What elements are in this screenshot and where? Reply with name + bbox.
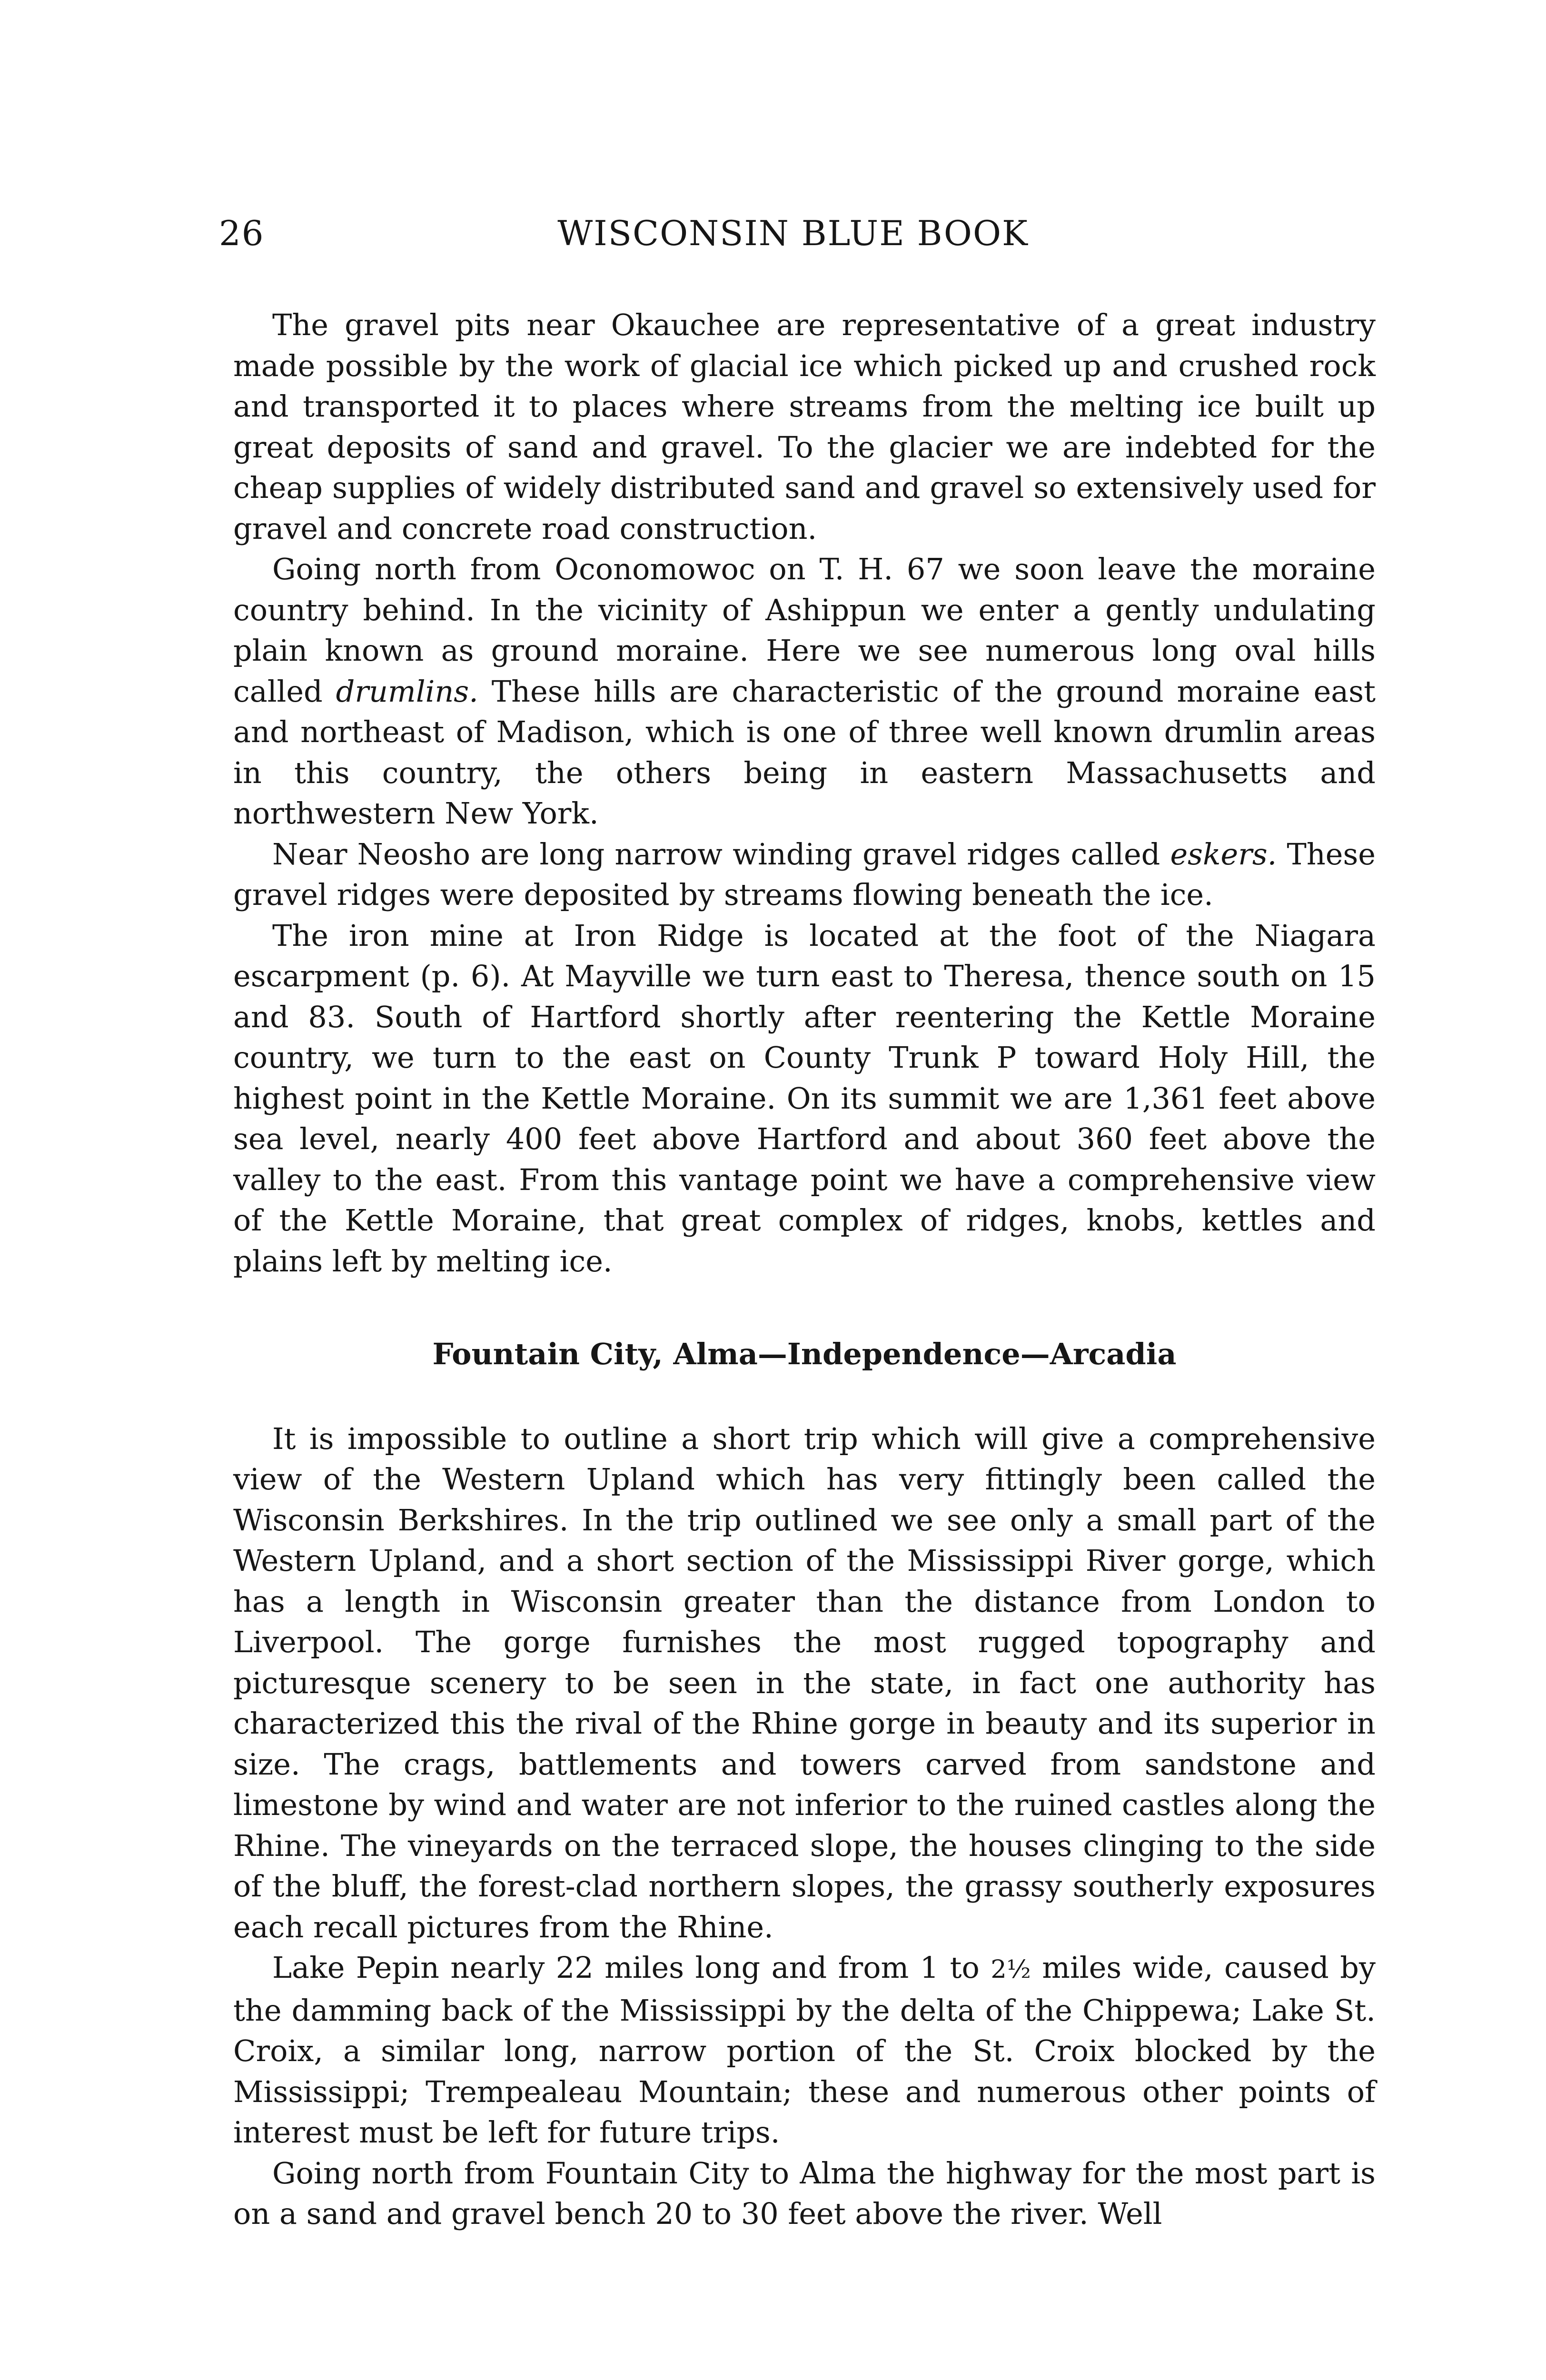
paragraph-eskers bbox=[233, 834, 1376, 915]
drumlins-text-after: These hills are characteristic of the ground moraine east and northeast of Madison, which is one of three well known drumlin areas in this country, the others being in eastern Massachusetts and northwestern New York. bbox=[233, 674, 1376, 831]
eskers-term: eskers. bbox=[1170, 836, 1277, 872]
eskers-text-after: These gravel ridges were deposited by streams flowing beneath the ice. bbox=[233, 836, 1376, 912]
paragraph-western-upland: It is impossible to outline a short trip which will give a comprehensive view of the Western Upland which has very fittingly been called the Wisconsin Berkshires. In the trip outlined we see only a small part of the Western Upland, and a short section of the Mississippi River gorge, which has a length in Wisconsin greater than the distance from London to Liverpool. The gorge furnishes the most rugged topography and picturesque scenery to be seen in the state, in fact one authority has characterized this the rival of the Rhine gorge in beauty and its superior in size. The crags, battlements and towers carved from sandstone and limestone by wind and water are not inferior to the ruined castles along the Rhine. The vineyards on the terraced slope, the houses clinging to the side of the bluff, the forest-clad northern slopes, the grassy southerly exposures each recall pictures from the Rhine. bbox=[233, 1421, 1376, 1944]
lake-pepin-text-before: Lake Pepin nearly 22 miles long and from 1 to bbox=[272, 1950, 991, 1985]
drumlins-term: drumlins. bbox=[336, 674, 478, 709]
page-number: 26 bbox=[219, 213, 265, 253]
book-title: WISCONSIN BLUE BOOK bbox=[557, 213, 1029, 253]
lake-pepin-text-after: miles wide, caused by the damming back of the Mississippi by the delta of the Chippewa; Lake St. Croix, a similar long, narrow portion of the St. Croix blocked by the Mississippi; Trempealeau Mountain; these and numerous other points of interest must be left for future trips. bbox=[233, 1950, 1376, 2150]
paragraph-drumlins bbox=[233, 549, 1376, 834]
paragraph-gravel-pits: The gravel pits near Okauchee are representative of a great industry made possible by the work of glacial ice which picked up and crushed rock and transported it to places where streams from the melting ice built up great deposits of sand and gravel. To the glacier we are indebted for the cheap supplies of widely distributed sand and gravel so extensively used for gravel and concrete road construction. bbox=[233, 307, 1376, 546]
fraction-width: 2½ bbox=[991, 1955, 1031, 1984]
body-text bbox=[233, 305, 1376, 2234]
paragraph-lake-pepin bbox=[233, 1947, 1376, 2153]
eskers-text-before: Near Neosho are long narrow winding gravel ridges called bbox=[272, 836, 1170, 872]
drumlins-text-before: Going north from Oconomowoc on T. H. 67 we soon leave the moraine country behind. In the vicinity of Ashippun we enter a gently undulating plain known as ground moraine. Here we see numerous long oval hills called bbox=[233, 552, 1376, 709]
paragraph-fountain-city: Going north from Fountain City to Alma the highway for the most part is on a sand and gravel bench 20 to 30 feet above the river. Well bbox=[233, 2155, 1376, 2231]
section-heading: Fountain City, Alma—Independence—Arcadia bbox=[432, 1337, 1177, 1371]
running-head bbox=[219, 209, 1367, 257]
paragraph-iron-ridge: The iron mine at Iron Ridge is located at the foot of the Niagara escarpment (p. 6). At Mayville we turn east to Theresa, thence south on 15 and 83. South of Hartford shortly after reentering the Kettle Moraine country, we turn to the east on County Trunk P toward Holy Hill, the highest point in the Kettle Moraine. On its summit we are 1,361 feet above sea level, nearly 400 feet above Hartford and about 360 feet above the valley to the east. From this vantage point we have a comprehensive view of the Kettle Moraine, that great complex of ridges, knobs, kettles and plains left by melting ice. bbox=[233, 918, 1376, 1279]
